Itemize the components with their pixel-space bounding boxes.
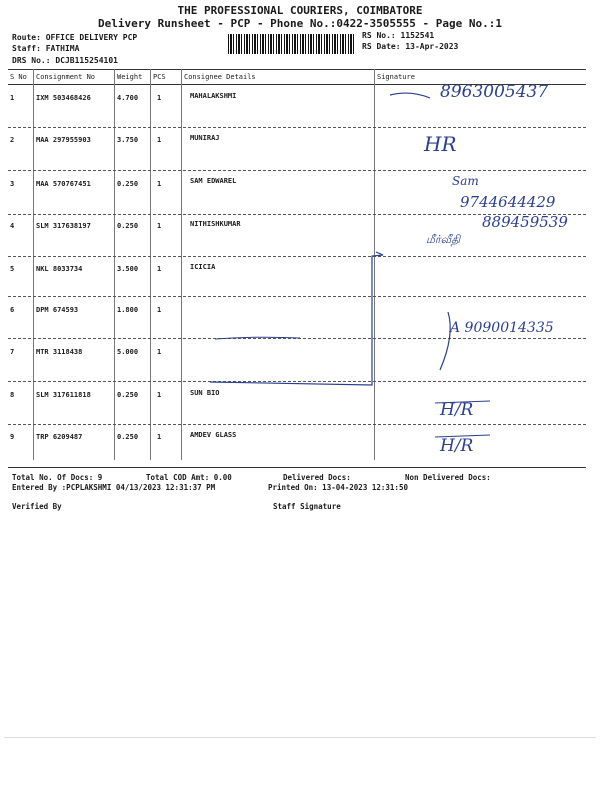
- non-delivered-docs: Non Delivered Docs:: [405, 473, 491, 482]
- row-pcs: 1: [157, 306, 162, 314]
- row-sno: 3: [10, 180, 15, 188]
- row-consignment: IXM 503468426: [36, 94, 91, 102]
- total-docs: Total No. Of Docs: 9: [12, 473, 103, 482]
- row-sno: 4: [10, 222, 15, 230]
- row-consignee: AMDEV GLASS: [190, 431, 237, 439]
- row-consignee: SAM EDWAREL: [190, 177, 237, 185]
- printed-on: Printed On: 13-04-2023 12:31:50: [268, 483, 408, 492]
- row-consignment: NKL 8033734: [36, 265, 83, 273]
- total-cod: Total COD Amt: 0.00: [146, 473, 232, 482]
- scan-edge-line: [4, 737, 596, 738]
- row-weight: 5.000: [117, 348, 139, 356]
- row-sno: 1: [10, 94, 15, 102]
- column-header-pcs: PCS: [153, 73, 166, 81]
- row-weight: 3.750: [117, 136, 139, 144]
- handwritten-phone: A 9090014335: [450, 320, 554, 336]
- handwritten-initials: H/R: [440, 436, 474, 456]
- row-consignment: SLM 317638197: [36, 222, 91, 230]
- document-title: THE PROFESSIONAL COURIERS, COIMBATORE: [177, 4, 423, 17]
- row-consignee: MUNIRAJ: [190, 134, 220, 142]
- row-weight: 1.800: [117, 306, 139, 314]
- row-pcs: 1: [157, 265, 162, 273]
- row-weight: 4.700: [117, 94, 139, 102]
- row-pcs: 1: [157, 94, 162, 102]
- column-header-consignee: Consignee Details: [184, 73, 256, 81]
- staff-label: Staff: FATHIMA: [12, 44, 80, 53]
- pen-stroke: [440, 312, 450, 370]
- handwritten-initials: HR: [424, 132, 457, 156]
- row-pcs: 1: [157, 348, 162, 356]
- route-label: Route: OFFICE DELIVERY PCP: [12, 33, 138, 42]
- staff-signature: Staff Signature: [273, 502, 341, 511]
- row-weight: 0.250: [117, 433, 139, 441]
- column-header-consignment: Consignment No: [36, 73, 96, 81]
- rs-number: RS No.: 1152541: [362, 31, 435, 40]
- row-pcs: 1: [157, 433, 162, 441]
- row-consignment: TRP 6209487: [36, 433, 83, 441]
- row-consignment: DPM 674593: [36, 306, 79, 314]
- drs-number: DRS No.: DCJB115254101: [12, 56, 118, 65]
- row-pcs: 1: [157, 391, 162, 399]
- row-sno: 6: [10, 306, 15, 314]
- row-sno: 5: [10, 265, 15, 273]
- column-header-signature: Signature: [377, 73, 415, 81]
- row-sno: 7: [10, 348, 15, 356]
- row-consignee: ICICIA: [190, 263, 216, 271]
- handwritten-initials: H/R: [440, 400, 474, 420]
- row-weight: 0.250: [117, 391, 139, 399]
- row-consignee: NITHISHKUMAR: [190, 220, 241, 228]
- row-pcs: 1: [157, 136, 162, 144]
- document-subtitle: Delivery Runsheet - PCP - Phone No.:0422-3505555 - Page No.:1: [98, 17, 502, 30]
- handwritten-phone: 8963005437: [440, 82, 549, 102]
- column-header-sno: S No: [10, 73, 27, 81]
- row-weight: 0.250: [117, 180, 139, 188]
- handwritten-name: Sam: [452, 174, 479, 188]
- row-sno: 8: [10, 391, 15, 399]
- row-consignment: SLM 317611818: [36, 391, 91, 399]
- row-sno: 9: [10, 433, 15, 441]
- pen-line: [215, 337, 300, 339]
- row-pcs: 1: [157, 222, 162, 230]
- delivered-docs: Delivered Docs:: [283, 473, 351, 482]
- column-header-weight: Weight: [117, 73, 143, 81]
- row-consignee: MAHALAKSHMI: [190, 92, 237, 100]
- handwritten-phone: 9744644429: [460, 193, 556, 211]
- row-consignment: MAA 297955903: [36, 136, 91, 144]
- pen-scribble: [390, 93, 430, 98]
- row-sno: 2: [10, 136, 15, 144]
- row-consignment: MAA 570767451: [36, 180, 91, 188]
- pen-bracket-mark: [210, 252, 383, 385]
- handwritten-phone: 889459539: [482, 213, 568, 231]
- handwritten-name: மீர்வீதி: [426, 233, 461, 246]
- row-consignment: MTR 3118438: [36, 348, 83, 356]
- row-pcs: 1: [157, 180, 162, 188]
- row-weight: 3.500: [117, 265, 139, 273]
- row-consignee: SUN BIO: [190, 389, 220, 397]
- rs-date: RS Date: 13-Apr-2023: [362, 42, 459, 51]
- verified-by: Verified By: [12, 502, 62, 511]
- row-weight: 0.250: [117, 222, 139, 230]
- entered-by: Entered By :PCPLAKSHMI 04/13/2023 12:31:37 PM: [12, 483, 216, 492]
